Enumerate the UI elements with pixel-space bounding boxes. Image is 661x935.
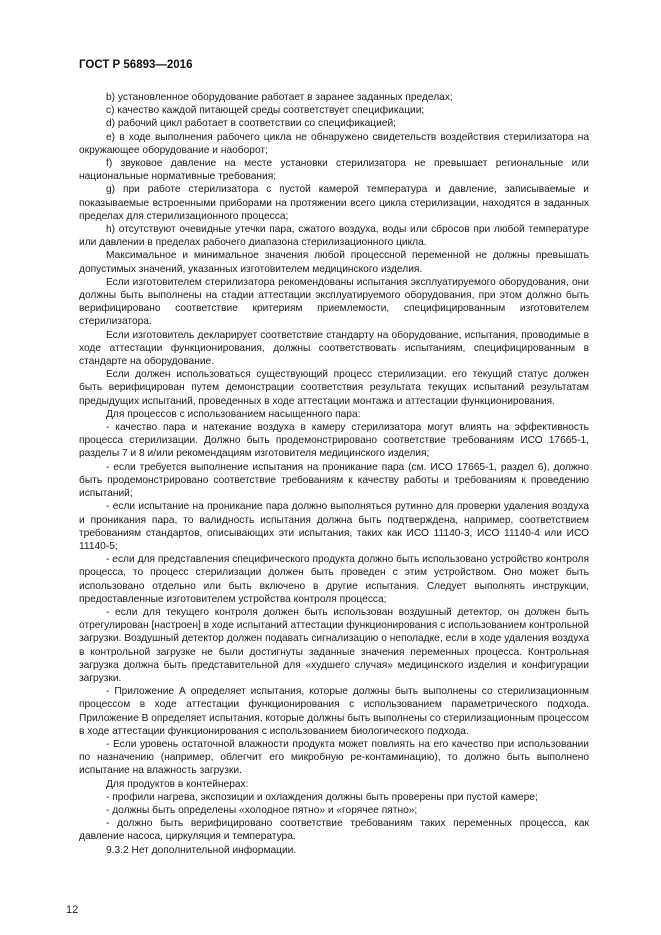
list-item: - Если уровень остаточной влажности продукта может повлиять на его качество при использовании по назначению (например, облегчит его микробную ре-контаминацию), то должно быть выполнено испытание на влажность загрузки. xyxy=(79,738,589,777)
paragraph: Для процессов с использованием насыщенного пара: xyxy=(106,408,361,420)
paragraph: Если должен использоваться существующий процесс стерилизации, его текущий статус должен быть верифицирован путем демонстрации соответствия результата текущих испытаний результатам предыдущих испытаний, проведенных в ходе аттестации монтажа и аттестации функционирования. xyxy=(79,369,589,407)
paragraph: Для продуктов в контейнерах: xyxy=(106,778,249,790)
list-item: - Приложение А определяет испытания, которые должны быть выполнены со стерилизационным процессом в ходе аттестации функционирования с использованием параметрического подхода. Приложение В определяет испытания, которые должны быть выполнены со стерилизационным процессом в ходе аттестации функционирования с использованием биологического подхода. xyxy=(79,686,589,737)
list-item: - качество пара и натекание воздуха в камеру стерилизатора могут влиять на эффективность процесса стерилизации. Должно быть продемонстрировано соответствие требованиям ИСО 17665-1, разделы 7 и 8 и/или рекомендациям изготовителя медицинского изделия; xyxy=(79,422,589,460)
paragraph: g) при работе стерилизатора с пустой камерой температура и давление, записываемые и показываемые встроенными приборами на протяжении всего цикла стерилизации, находятся в заданных пределах для стерилизационного процесса; xyxy=(79,184,589,222)
paragraph: h) отсутствуют очевидные утечки пара, сжатого воздуха, воды или сбросов при любой температуре или давлении в пределах рабочего диапазона стерилизационного цикла. xyxy=(79,224,589,249)
paragraph: Если изготовителем стерилизатора рекомендованы испытания эксплуатируемого оборудования, они должны быть выполнены на стадии аттестации эксплуатируемого оборудования, при этом должно быть верифицировано соответствие критериям приемлемости, специфицированным изготовителем стерилизатора. xyxy=(79,276,589,328)
section-heading: 9.3.2 Нет дополнительной информации. xyxy=(106,844,297,856)
list-item: - должны быть определены «холодное пятно» и «горячее пятно»; xyxy=(106,804,418,816)
list-item: - если испытание на проникание пара должно выполняться рутинно для проверки удаления воздуха и проникания пара, то валидность испытания должна быть подтверждена, например, соответствием требованиям стандартов, описывающих эти испытания, таких как ИСО 11140-3, ИСО 11140-4 или ИСО 11140-5; xyxy=(79,501,589,552)
paragraph: e) в ходе выполнения рабочего цикла не обнаружено свидетельств воздействия стерилизатора на окружающее оборудование и наоборот; xyxy=(79,131,589,156)
document-header: ГОСТ Р 56893—2016 xyxy=(79,59,193,71)
paragraph: c) качество каждой питающей среды соответствует спецификации; xyxy=(106,105,425,117)
list-item: - если требуется выполнение испытания на проникание пара (см. ИСО 17665-1, раздел 6), должно быть продемонстрировано соответствие требованиям к качеству работы и требованиям к проведению испытаний; xyxy=(79,461,589,500)
list-item: - если для текущего контроля должен быть использован воздушный детектор, он должен быть отрегулирован [настроен] в ходе испытаний аттестации функционирования с использованием контрольной загрузки. Воздушный детектор должен подавать сигнализацию о неполадке, если в ходе удаления воздуха в контрольной загрузке не были достигнуты заданные значения переменных процесса. Контрольная загрузка должна быть представительной для «худшего случая» медицинского изделия и конфигурации загрузки. xyxy=(79,606,589,684)
paragraph: f) звуковое давление на месте установки стерилизатора не превышает региональные или национальные нормативные требования; xyxy=(79,158,589,183)
paragraph: Если изготовитель декларирует соответствие стандарту на оборудование, испытания, проводимые в ходе аттестации функционирования, должны соответствовать испытаниям, специфицированным в стандарте на оборудование. xyxy=(79,329,589,368)
list-item: - должно быть верифицировано соответствие требованиям таких переменных процесса, как давление насоса, циркуляция и температура. xyxy=(79,818,589,843)
paragraph: d) рабочий цикл работает в соответствии со спецификацией; xyxy=(106,118,396,130)
document-body xyxy=(79,91,589,857)
list-item: - если для представления специфического продукта должно быть использовано устройство контроля процесса, то процесс стерилизации должен быть проведен с этим устройством. Оно может быть использовано отдельно или быть включено в другие испытания. Следует выполнять инструкции, предоставленные изготовителем устройства контроля процесса; xyxy=(79,554,589,605)
list-item: - профили нагрева, экспозиции и охлаждения должны быть проверены при пустой камере; xyxy=(106,791,538,803)
paragraph: b) установленное оборудование работает в заранее заданных пределах; xyxy=(106,92,453,103)
paragraph: Максимальное и минимальное значения любой процессной переменной не должны превышать допустимых значений, указанных изготовителем медицинского изделия. xyxy=(79,250,589,275)
page-number: 12 xyxy=(66,904,79,916)
